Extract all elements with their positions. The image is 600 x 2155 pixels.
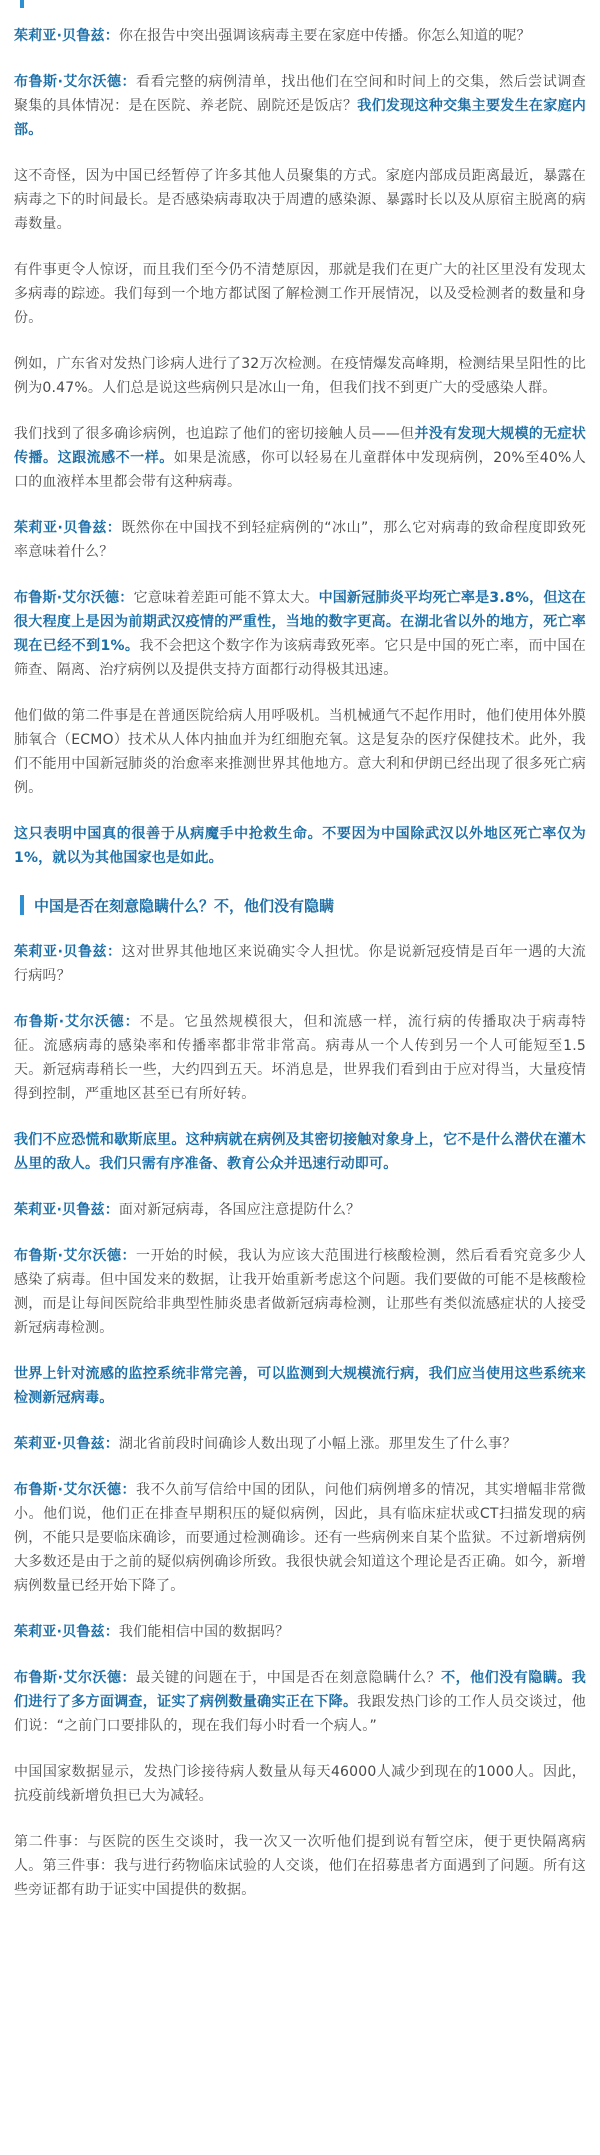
highlighted-text: 我们发现这种交集主要发生在家庭内部。	[14, 98, 586, 138]
paragraph	[14, 516, 586, 564]
heading-accent-bar	[20, 895, 24, 915]
paragraph	[14, 586, 586, 682]
speaker-name: 茱莉亚·贝鲁兹：	[14, 1202, 119, 1218]
paragraph	[14, 1198, 586, 1222]
paragraph	[14, 1478, 586, 1598]
previous-section-heading	[14, 0, 586, 14]
section-heading	[14, 892, 586, 918]
paragraph	[14, 70, 586, 142]
paragraph: 例如，广东省对发热门诊病人进行了32万次检测。在疫情爆发高峰期，检测结果呈阳性的比例为0.47%。人们总是说这些病例只是冰山一角，但我们找不到更广大的受感染人群。	[14, 356, 587, 396]
highlighted-paragraph: 这只表明中国真的很善于从病魔手中抢救生命。不要因为中国除武汉以外地区死亡率仅为1%，就以为其他国家也是如此。	[14, 826, 586, 866]
speaker-name: 布鲁斯·艾尔沃德：	[14, 590, 134, 606]
paragraph-text: 我们能相信中国的数据吗？	[118, 1624, 290, 1640]
section-heading-label: 中国是否在刻意隐瞒什么？不，他们没有隐瞒	[34, 896, 335, 915]
paragraph: 中国国家数据显示，发热门诊接待病人数量从每天46000人减少到现在的1000人。因此，抗疫前线新增负担已大为减轻。	[14, 1764, 586, 1804]
paragraph	[14, 24, 586, 48]
paragraph-text: 最关键的问题在于，中国是否在刻意隐瞒什么？	[136, 1670, 442, 1686]
paragraph-text: 既然你在中国找不到轻症病例的“冰山”，那么它对病毒的致命程度即致死率意味着什么？	[14, 520, 586, 560]
highlighted-paragraph: 我们不应恐慌和歇斯底里。这种病就在病例及其密切接触对象身上，它不是什么潜伏在灌木丛里的敌人。我们只需有序准备、教育公众并迅速行动即可。	[14, 1132, 586, 1172]
speaker-name: 茱莉亚·贝鲁兹：	[14, 520, 122, 536]
speaker-name: 布鲁斯·艾尔沃德：	[14, 1014, 140, 1030]
speaker-name: 布鲁斯·艾尔沃德：	[14, 1482, 137, 1498]
heading-accent-bar	[20, 0, 24, 8]
speaker-name: 茱莉亚·贝鲁兹：	[14, 1624, 119, 1640]
paragraph-text: 我不会把这个数字作为该病毒致死率。它只是中国的死亡率，而中国在筛查、隔离、治疗病例以及提供支持方面都行动得极其迅速。	[14, 638, 586, 678]
paragraph	[14, 1010, 586, 1106]
speaker-name: 布鲁斯·艾尔沃德：	[14, 1248, 137, 1264]
paragraph-text: 面对新冠病毒，各国应注意提防什么？	[118, 1202, 361, 1218]
paragraph	[14, 1432, 586, 1456]
highlighted-text: 并没有发现大规模的无症状传播。这跟流感不一样。	[14, 426, 586, 466]
paragraph	[14, 422, 586, 494]
paragraph: 这不奇怪，因为中国已经暂停了许多其他人员聚集的方式。家庭内部成员距离最近，暴露在病毒之下的时间最长。是否感染病毒取决于周遭的感染源、暴露时长以及从原宿主脱离的病毒数量。	[14, 168, 586, 232]
paragraph-text: 我们找到了很多确诊病例，也追踪了他们的密切接触人员——但	[14, 426, 415, 442]
speaker-name: 布鲁斯·艾尔沃德：	[14, 74, 137, 90]
paragraph-text: 如果是流感，你可以轻易在儿童群体中发现病例，20%至40%人口的血液样本里都会带有这种病毒。	[14, 450, 586, 490]
paragraph: 有件事更令人惊讶，而且我们至今仍不清楚原因，那就是我们在更广大的社区里没有发现太多病毒的踪迹。我们每到一个地方都试图了解检测工作开展情况，以及受检测者的数量和身份。	[14, 262, 586, 326]
speaker-name: 茱莉亚·贝鲁兹：	[14, 1436, 119, 1452]
paragraph-text: 这对世界其他地区来说确实令人担忧。你是说新冠疫情是百年一遇的大流行病吗？	[14, 944, 587, 984]
speaker-name: 布鲁斯·艾尔沃德：	[14, 1670, 137, 1686]
speaker-name: 茱莉亚·贝鲁兹：	[14, 28, 119, 44]
highlighted-text: 中国新冠肺炎平均死亡率是3.8%，但这在很大程度上是因为前期武汉疫情的严重性，当地的数字更高。在湖北省以外的地方，死亡率现在已经不到1%。	[14, 590, 586, 654]
paragraph-text: 你在报告中突出强调该病毒主要在家庭中传播。你怎么知道的呢？	[118, 28, 531, 44]
paragraph-text: 看看完整的病例清单，找出他们在空间和时间上的交集，然后尝试调查聚集的具体情况：是在医院、养老院、剧院还是饭店？	[14, 74, 586, 114]
paragraph	[14, 1244, 586, 1340]
paragraph	[14, 1666, 586, 1738]
paragraph	[14, 1620, 586, 1644]
paragraph-text: 我跟发热门诊的工作人员交谈过，他们说：“之前门口要排队的，现在我们每小时看一个病人。”	[14, 1694, 586, 1734]
paragraph: 他们做的第二件事是在普通医院给病人用呼吸机。当机械通气不起作用时，他们使用体外膜肺氧合（ECMO）技术从人体内抽血并为红细胞充氧。这是复杂的医疗保健技术。此外，我们不能用中国新冠肺炎的治愈率来推测世界其他地方。意大利和伊朗已经出现了很多死亡病例。	[14, 708, 586, 796]
speaker-name: 茱莉亚·贝鲁兹：	[14, 944, 122, 960]
paragraph-text: 它意味着差距可能不算太大。	[133, 590, 319, 606]
paragraph-text: 我不久前写信给中国的团队，问他们病例增多的情况，其实增幅非常微小。他们说，他们正在排查早期积压的疑似病例，因此，具有临床症状或CT扫描发现的病例，不能只是要临床确诊，而要通过检测确诊。还有一些病例来自某个监狱。不过新增病例大多数还是由于之前的疑似病例确诊所致。我很快就会知道这个理论是否正确。如今，新增病例数量已经开始下降了。	[14, 1482, 586, 1594]
paragraph: 第二件事：与医院的医生交谈时，我一次又一次听他们提到说有暂空床，便于更快隔离病人。第三件事：我与进行药物临床试验的人交谈，他们在招募患者方面遇到了问题。所有这些旁证都有助于证实中国提供的数据。	[14, 1834, 586, 1898]
paragraph	[14, 940, 586, 988]
paragraph-text: 湖北省前段时间确诊人数出现了小幅上涨。那里发生了什么事？	[118, 1436, 517, 1452]
paragraph-text: 不是。它虽然规模很大，但和流感一样，流行病的传播取决于病毒特征。流感病毒的感染率和传播率都非常非常高。病毒从一个人传到另一个人可能短至1.5天。新冠病毒稍长一些，大约四到五天。坏消息是，世界我们看到由于应对得当，大量疫情得到控制，严重地区甚至已有所好转。	[14, 1014, 586, 1102]
highlighted-text: 不，他们没有隐瞒。我们进行了多方面调查，证实了病例数量确实正在下降。	[14, 1670, 587, 1710]
paragraph-text: 一开始的时候，我认为应该大范围进行核酸检测，然后看看究竟多少人感染了病毒。但中国发来的数据，让我开始重新考虑这个问题。我们要做的可能不是核酸检测，而是让每间医院给非典型性肺炎患者做新冠病毒检测，让那些有类似流感症状的人接受新冠病毒检测。	[14, 1248, 586, 1336]
highlighted-paragraph: 世界上针对流感的监控系统非常完善，可以监测到大规模流行病，我们应当使用这些系统来检测新冠病毒。	[14, 1366, 586, 1406]
